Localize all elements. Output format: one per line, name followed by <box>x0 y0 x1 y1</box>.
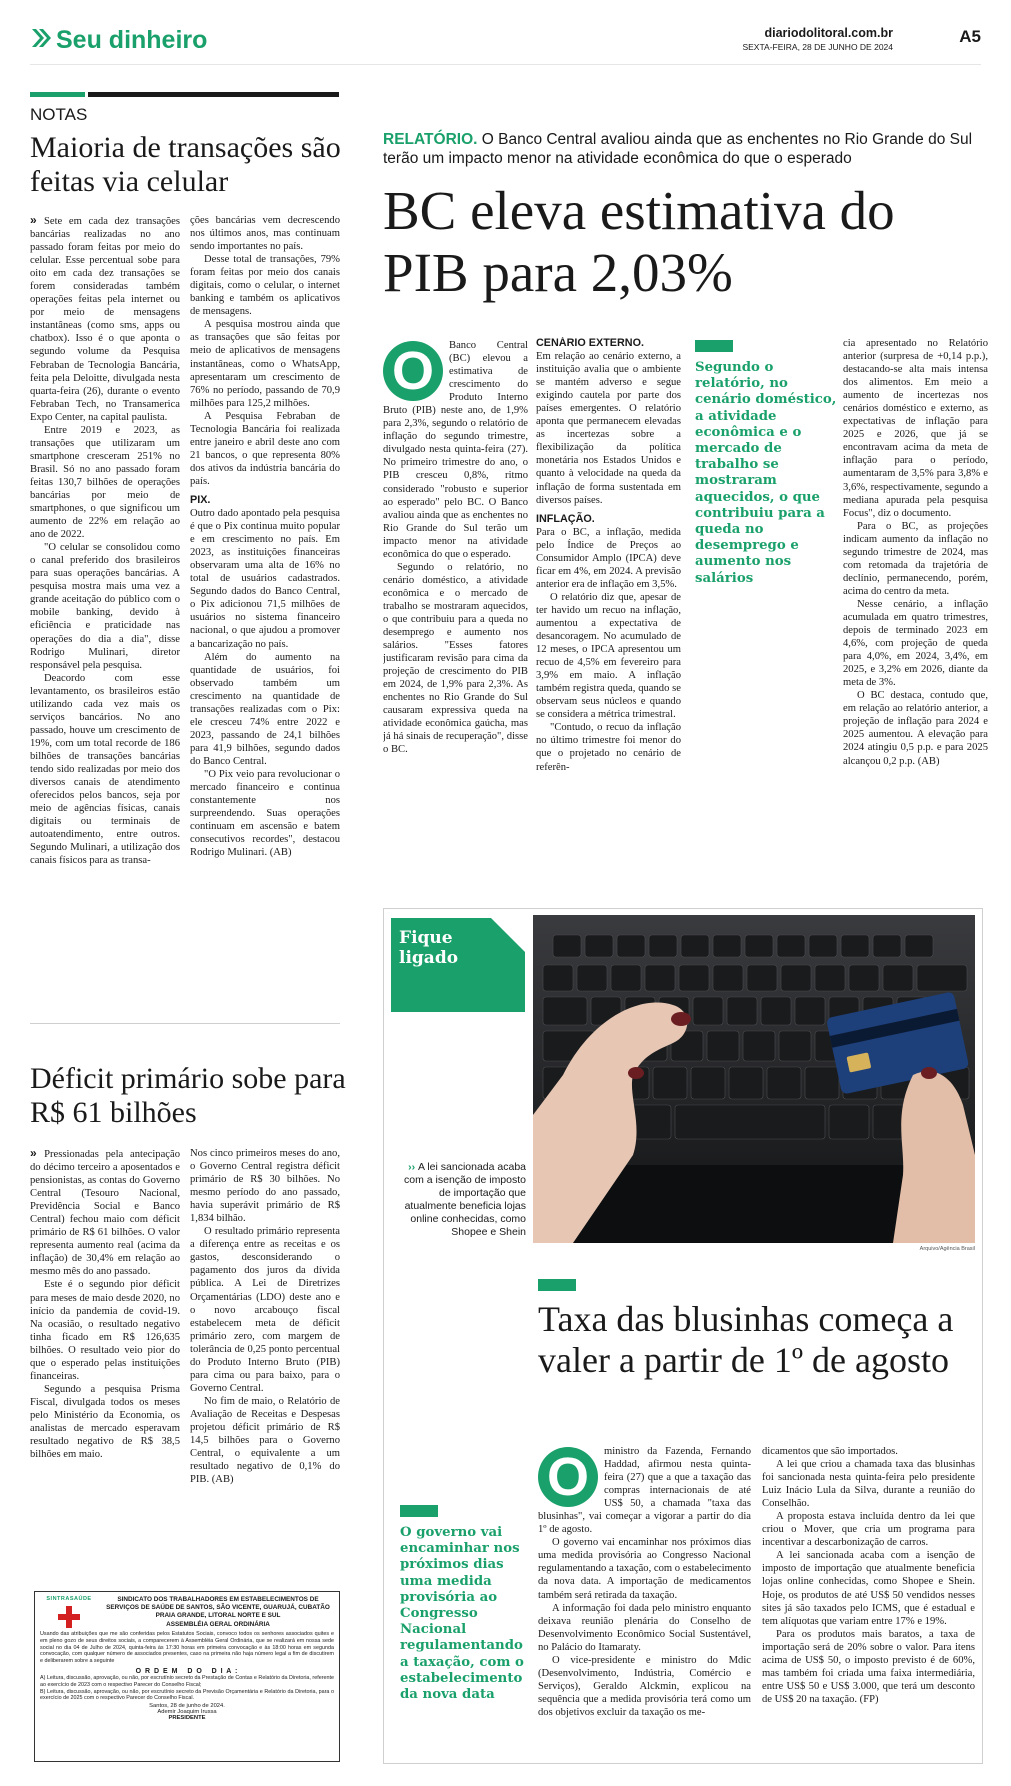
paragraph: "Contudo, o recuo da inflação no último trimestre foi menor do que o projetado no cenário de referên- <box>536 722 681 773</box>
keyboard-photo <box>533 915 975 1243</box>
taxa-pull-quote: O governo vai encaminhar nos próximos dias uma medida provisória ao Congresso Nacional regulamentando a taxação, com o estabelecimento da nova data <box>400 1525 524 1703</box>
notice-signer: Ademir Joaquim Irussa <box>157 1709 217 1716</box>
paragraph: ções bancárias vem decrescendo nos últimos anos, mas continuam sendo importantes no país. <box>190 215 340 253</box>
order-item-a: A) Leitura, discussão, aprovação, ou não, por escrutínio secreto da Prestação de Contas e Relatório da Diretoria, referente ao exercício de 2023 com o respectivo Parecer do Conselho Fiscal; <box>40 1674 334 1688</box>
paragraph: O governo vai encaminhar nos próximos dias uma medida provisória ao Congresso Nacional regulamentando a taxação, com o estabelecimento da nova data. A importação de medicamentos também será retirada da taxação. <box>538 1537 751 1601</box>
arrow-icon: » <box>30 214 45 227</box>
notas-label: NOTAS <box>30 105 88 124</box>
page-number: A5 <box>959 27 981 46</box>
logo-text: SINTRASAÚDE <box>46 1596 92 1602</box>
bc-col2 <box>536 337 681 882</box>
section-divider <box>30 1023 340 1024</box>
chevron-right-icon: ›› <box>408 1161 418 1173</box>
paragraph: Sete em cada dez transações bancárias realizadas no ano passado foram feitas por meio do celular. Esse percentual sobe para oito em cada dez transações se forem consideradas também operações feitas pela internet ou por meio de mensagens instantâneas (como sms, apps ou chatbox). Isso é o que aponta o segundo volume da Pesquisa Febraban de Tecnologia Bancária, feita pela Deloitte, divulgada nesta quarta-feira (26), durante o evento Febraban Tech, no Transamerica Expo Center, na capital paulista. <box>30 216 180 423</box>
bc-title: BC eleva estimativa do PIB para 2,03% <box>383 180 895 303</box>
paragraph: Este é o segundo pior déficit para meses de maio desde 2020, no início da pandemia de covid-19. Na ocasião, o resultado negativo tinha ficado em R$ 126,635 bilhões. O resultado veio pior do que o esperado pelas instituições financeiras. <box>30 1279 180 1382</box>
fique-label-1: Fique <box>399 928 453 948</box>
taxa-title: Taxa das blusinhas começa a valer a partir de 1º de agosto <box>538 1299 954 1380</box>
paragraph: Desse total de transações, 79% foram feitas por meio dos canais digitais, como o celular, o internet banking e também os aplicativos de mensagens. <box>190 254 340 318</box>
photo-caption <box>398 1161 526 1239</box>
union-org: SINDICATO DOS TRABALHADORES EM ESTABELECIMENTOS DE SERVIÇOS DE SAÚDE DE SANTOS, SÃO VICENTE, GUARUJÁ, CUBATÃO PRAIA GRANDE, LITORAL NORTE E SUL <box>106 1596 330 1619</box>
paragraph: O resultado primário representa a diferença entre as receitas e os gastos, desconsiderando o pagamento dos juros da dívida pública. A Lei de Diretrizes Orçamentárias (LDO) deste ano e o novo arcabouço fiscal estabelecem meta de déficit primário zero, com margem de tolerância de 0,25 ponto percentual do Produto Interno Bruto (PIB) para cima ou para baixo, para o Governo Central. <box>190 1226 340 1394</box>
subheading: PIX. <box>190 493 211 506</box>
header-rule <box>30 64 981 65</box>
notas-col2 <box>190 214 340 1004</box>
paragraph: Entre 2019 e 2023, as transações que utilizaram um smartphone cresceram 251% no Brasil. Só no ano passado foram feitas 130,7 bilhões de operações bancárias por meio de smartphones, o que significou um aumento de 22% em relação ao ano de 2022. <box>30 424 180 541</box>
deficit-col2 <box>190 1147 340 1542</box>
paragraph: Deacordo com esse levantamento, os brasileiros estão utilizando cada vez mais os serviços bancários. No ano passado, houve um crescimento de 19%, com um total recorde de 186 bilhões de transações bancárias tendo sido realizadas por meio dos diversos canais de atendimento oferecidos pelos bancos, seja por meio de agências físicas, canais digitais ou terminais de autoatendimento, entre outros. Segundo Mulinari, a utilização dos canais físicos para as transa- <box>30 672 180 867</box>
arrow-icon: » <box>30 1147 45 1160</box>
deficit-title: Déficit primário sobe para R$ 61 bilhões <box>30 1062 346 1129</box>
union-notice <box>34 1591 340 1762</box>
paragraph: Pressionadas pela antecipação do décimo terceiro a aposentados e pensionistas, as contas do Governo Central (Tesouro Nacional, Previdência Social e Banco Central) fechou maio com déficit primário de R$ 61 bilhões. O valor representa aumento real (acima da inflação) de 30,4% em relação ao mesmo mês do ano passado. <box>30 1149 180 1278</box>
taxa-col2 <box>762 1445 975 1757</box>
bc-col1 <box>383 339 528 879</box>
dropcap: O <box>538 1447 598 1507</box>
fique-tag <box>391 918 525 1012</box>
paragraph: dicamentos que são importados. <box>762 1446 898 1457</box>
dropcap: O <box>383 341 443 401</box>
order-item-b: B) Leitura, discussão, aprovação, ou não, por escrutínio secreto da Previsão Orçamentária e Relatório da Diretoria, para o exercício de 2025 com o respectivo Parecer do Conselho Fiscal. <box>40 1688 334 1702</box>
paragraph: O vice-presidente e ministro do Mdic (Desenvolvimento, Indústria, Comércio e Serviços), Geraldo Alckmin, explicou na sequência que a medida provisória terá como um dos objetivos excluir da taxação os me- <box>538 1654 751 1718</box>
subheading: INFLAÇÃO. <box>536 512 595 525</box>
paragraph: O relatório diz que, apesar de ter havido um recuo na inflação, aumentou a expectativa de desancoragem. No acumulado de 12 meses, o IPCA apresentou um recuo de 4,5% em fevereiro para 3,9% em maio. A inflação também registra queda, quando se observam seus núcleos e quando se considera a métrica trimestral. <box>536 591 681 721</box>
paragraph: "O Pix veio para revolucionar o mercado financeiro e continua constantemente nos surpreendendo. Suas operações continuam em ascensão e batem consecutivos recordes", destacou Rodrigo Mulinari. (AB) <box>190 768 340 859</box>
paragraph: Segundo a pesquisa Prisma Fiscal, divulgada todos os meses pelo Ministério da Economia, os analistas de mercado esperavam resultado negativo de R$ 38,5 bilhões em maio. <box>30 1383 180 1461</box>
paragraph: No fim de maio, o Relatório de Avaliação de Receitas e Despesas projetou déficit primário de R$ 14,5 bilhões para o Governo Central, o equivalente a um resultado negativo de 0,1% do PIB. (AB) <box>190 1395 340 1486</box>
bc-pull-quote: Segundo o relatório, no cenário doméstico, a atividade econômica e o mercado de trabalho se mostraram aquecidos, o que contribuiu para a queda no desemprego e aumento nos salários <box>695 360 837 586</box>
site-name: diariodolitoral.com.br <box>764 26 893 40</box>
paragraph: Outro dado apontado pela pesquisa é que o Pix continua muito popular e em crescimento no país. Em 2023, as instituições financeiras observaram uma alta de 16% no total de usuários cadastrados. Segundo dados do Banco Central, o Pix adicionou 71,5 milhões de usuários no sistema financeiro nacional, o que ajudou a promover a bancarização no país. <box>190 508 340 650</box>
notas-title: Maioria de transações são feitas via celular <box>30 131 341 198</box>
paragraph: A lei que criou a chamada taxa das blusinhas foi sancionada nesta quinta-feira pelo presidente Luiz Inácio Lula da Silva, durante a reunião do Conselhão. <box>762 1459 975 1510</box>
paragraph: Para o BC, as projeções indicam aumento da inflação no segundo trimestre de 2024, mas com retomada da trajetória de declínio, permanecendo, porém, acima do centro da meta. <box>843 520 988 597</box>
fique-label-2: ligado <box>399 948 459 968</box>
taxa-accent-bar <box>538 1279 576 1291</box>
quote-accent-bar <box>695 340 733 352</box>
paragraph: A pesquisa mostrou ainda que as transações que são feitas por meio de aplicativos de mensagens instantâneas, como o WhatsApp, apresentaram um crescimento de 76% no período, passando de 70,9 milhões para 125,2 milhões. <box>190 319 340 409</box>
union-logo <box>41 1596 97 1640</box>
notas-accent-bar <box>30 92 85 97</box>
kicker-label: RELATÓRIO. <box>383 131 478 148</box>
paragraph: O BC destaca, contudo que, em relação ao relatório anterior, a projeção de inflação para 2024 e 2025 aumentou. A elevação para 2024 atingiu 0,5 p.p. e para 2025 alcançou 0,2 p.p. (AB) <box>843 690 988 767</box>
paragraph: Banco Central (BC) elevou a estimativa de crescimento do Produto Interno Bruto (PIB) neste ano, de 1,9% para 2,3%, segundo o relatório de inflação do segundo trimestre, divulgado nesta quinta-feira (27). No primeiro trimestre do ano, o PIB cresceu 0,8%, ritmo considerado "robusto e superior ao esperado" pelo BC. O Banco avaliou ainda que as enchentes no Rio Grande do Sul terão um impacto menor na atividade econômica do que o esperado. <box>383 340 528 560</box>
order-title: O R D E M D O D I A : <box>135 1667 239 1675</box>
paragraph: A informação foi dada pelo ministro enquanto deixava reunião plenária do Conselho de Desenvolvimento Econômico Social Sustentável, no Palácio do Itamaraty. <box>538 1602 751 1653</box>
notice-title: ASSEMBLÉIA GERAL ORDINÁRIA <box>166 1621 270 1628</box>
section-header <box>30 26 207 55</box>
bc-kicker <box>383 130 983 168</box>
paragraph: Nos cinco primeiros meses do ano, o Governo Central registra déficit primário de R$ 30 bilhões. No mesmo período do ano passado, havia superávit primário de R$ 1,834 bilhão. <box>190 1148 340 1225</box>
paragraph: A Pesquisa Febraban de Tecnologia Bancária foi realizada entre janeiro e abril deste ano com 21 bancos, o que representa 80% dos ativos da indústria bancária do país. <box>190 410 340 487</box>
caption-text: A lei sancionada acaba com a isenção de imposto de importação que atualmente beneficia lojas online conhecidas, como Shopee e Shein <box>404 1161 526 1238</box>
paragraph: Em relação ao cenário externo, a instituição avalia que o ambiente se mantém adverso e segue exigindo cautela por parte dos países emergentes. O relatório aponta que permanecem elevadas as incertezas sobre a flexibilização da política monetária nos Estados Unidos e quanto à velocidade na queda da inflação de forma sustentada em diversos países. <box>536 351 681 506</box>
subheading: CENÁRIO EXTERNO. <box>536 337 644 349</box>
paragraph: Além do aumento na quantidade de usuários, foi observado também um crescimento na quantidade de transações realizadas com o Pix: ele cresceu 74% entre 2022 e 2023, passando de 24,1 bilhões para 41,9 bilhões, segundo dados do Banco Central. <box>190 651 340 767</box>
taxa-col1 <box>538 1445 751 1757</box>
section-title: Seu dinheiro <box>56 26 208 54</box>
paragraph: Segundo o relatório, no cenário doméstico, a atividade econômica e o mercado de trabalho se mostraram aquecidos, o que contribuiu para a queda no desemprego e aumento nos salários. "Esses fatores justificaram revisão para cima da projeção de crescimento do PIB em 2024, de 1,9% para 2,3%. As enchentes no Rio Grande do Sul causaram expressiva queda na atividade econômica gaúcha, mas já há sinais de recuperação", disse o BC. <box>383 561 528 756</box>
bc-col4 <box>843 337 988 882</box>
paragraph: cia apresentado no Relatório anterior (surpresa de +0,14 p.p.), destacando-se alta mais intensa dos alimentos. Em meio a aumento de incertezas nos cenários doméstico e externo, as expectativas de inflação para 2025 e 2026, que já se encontravam acima da meta de inflação para o período, aumentaram de 3,5% para 3,8% e 3,6%, respectivamente, segundo a mediana apurada pela pesquisa Focus", diz o documento. <box>843 338 988 519</box>
notas-col1 <box>30 214 180 1004</box>
paragraph: A lei sancionada acaba com a isenção de imposto de importação que atualmente beneficia lojas online conhecidas, como Shopee e Shein. Hoje, os produtos de até US$ 50 vendidos nesses sites já são taxados pelo ICMS, que é estadual e tem alíquotas que variam entre 17% e 19%. <box>762 1550 975 1627</box>
paragraph: "O celular se consolidou como o canal preferido dos brasileiros para suas operações bancárias. A pesquisa mostra mais uma vez a grande aceitação do público com o mobile banking, devido à eficiência e praticidade nas operações do dia a dia", disse Rodrigo Mulinari, diretor responsável pela pesquisa. <box>30 542 180 671</box>
chevron-right-icon <box>30 27 52 54</box>
notas-rule <box>88 92 339 97</box>
paragraph: Para o BC, a inflação, medida pelo Índice de Preços ao Consumidor Amplo (IPCA) deve ficar em 4%, em 2024. A previsão anterior era de inflação em 3,5%. <box>536 526 681 590</box>
notice-body: Usando das atribuições que me são conferidas pelos Estatutos Sociais, convoco todos os senhores associados quites e em pleno gozo de seus direitos sociais, a comparecerem à Assembléia Geral Ordinária, que se realizará em nossa sede social no dia 04 de Julho de 2024, quinta-feira às 17:30 horas em primeira convocação e às 18:00 horas em segunda convocação, com qualquer número de associados presentes, caso na primeira não haja número legal a fim de discutirem e deliberarem sobre a seguinte <box>40 1631 334 1665</box>
cross-icon <box>56 1604 82 1630</box>
taxa-quote-bar <box>400 1505 438 1517</box>
kicker-text: O Banco Central avaliou ainda que as enchentes no Rio Grande do Sul terão um impacto menor na atividade econômica do que o esperado <box>383 131 973 167</box>
deficit-col1 <box>30 1147 180 1542</box>
paragraph: Para os produtos mais baratos, a taxa de importação será de 20% sobre o valor. Para itens acima de US$ 50, o imposto previsto é de 60%, mas também foi criada uma faixa intermediária, entre US$ 50 e US$ 3.000, que terá um desconto de US$ 20 na taxação. (FP) <box>762 1628 975 1705</box>
paragraph: Nesse cenário, a inflação acumulada em quatro trimestres, depois de terminado 2023 em 4,6%, com projeção de queda para 4,0%, em 2024, 3,4%, em 2025, e 3,2% em 2026, diante da meta de 3%. <box>843 598 988 689</box>
notice-role: PRESIDENTE <box>168 1715 206 1722</box>
paragraph: A proposta estava incluída dentro da lei que criou o Mover, que cria um programa para incentivar a descarbonização de carros. <box>762 1511 975 1549</box>
paragraph: ministro da Fazenda, Fernando Haddad, afirmou nesta quinta-feira (27) que a que a taxação das compras internacionais de até US$ 50, a chamada "taxa das blusinhas", vai começar a vigorar a partir do dia 1º de agosto. <box>538 1446 751 1536</box>
notice-place: Santos, 28 de junho de 2024. <box>149 1703 225 1710</box>
photo-credit: Arquivo/Agência Brasil <box>919 1246 975 1252</box>
page-date: SEXTA-FEIRA, 28 DE JUNHO DE 2024 <box>742 42 893 52</box>
